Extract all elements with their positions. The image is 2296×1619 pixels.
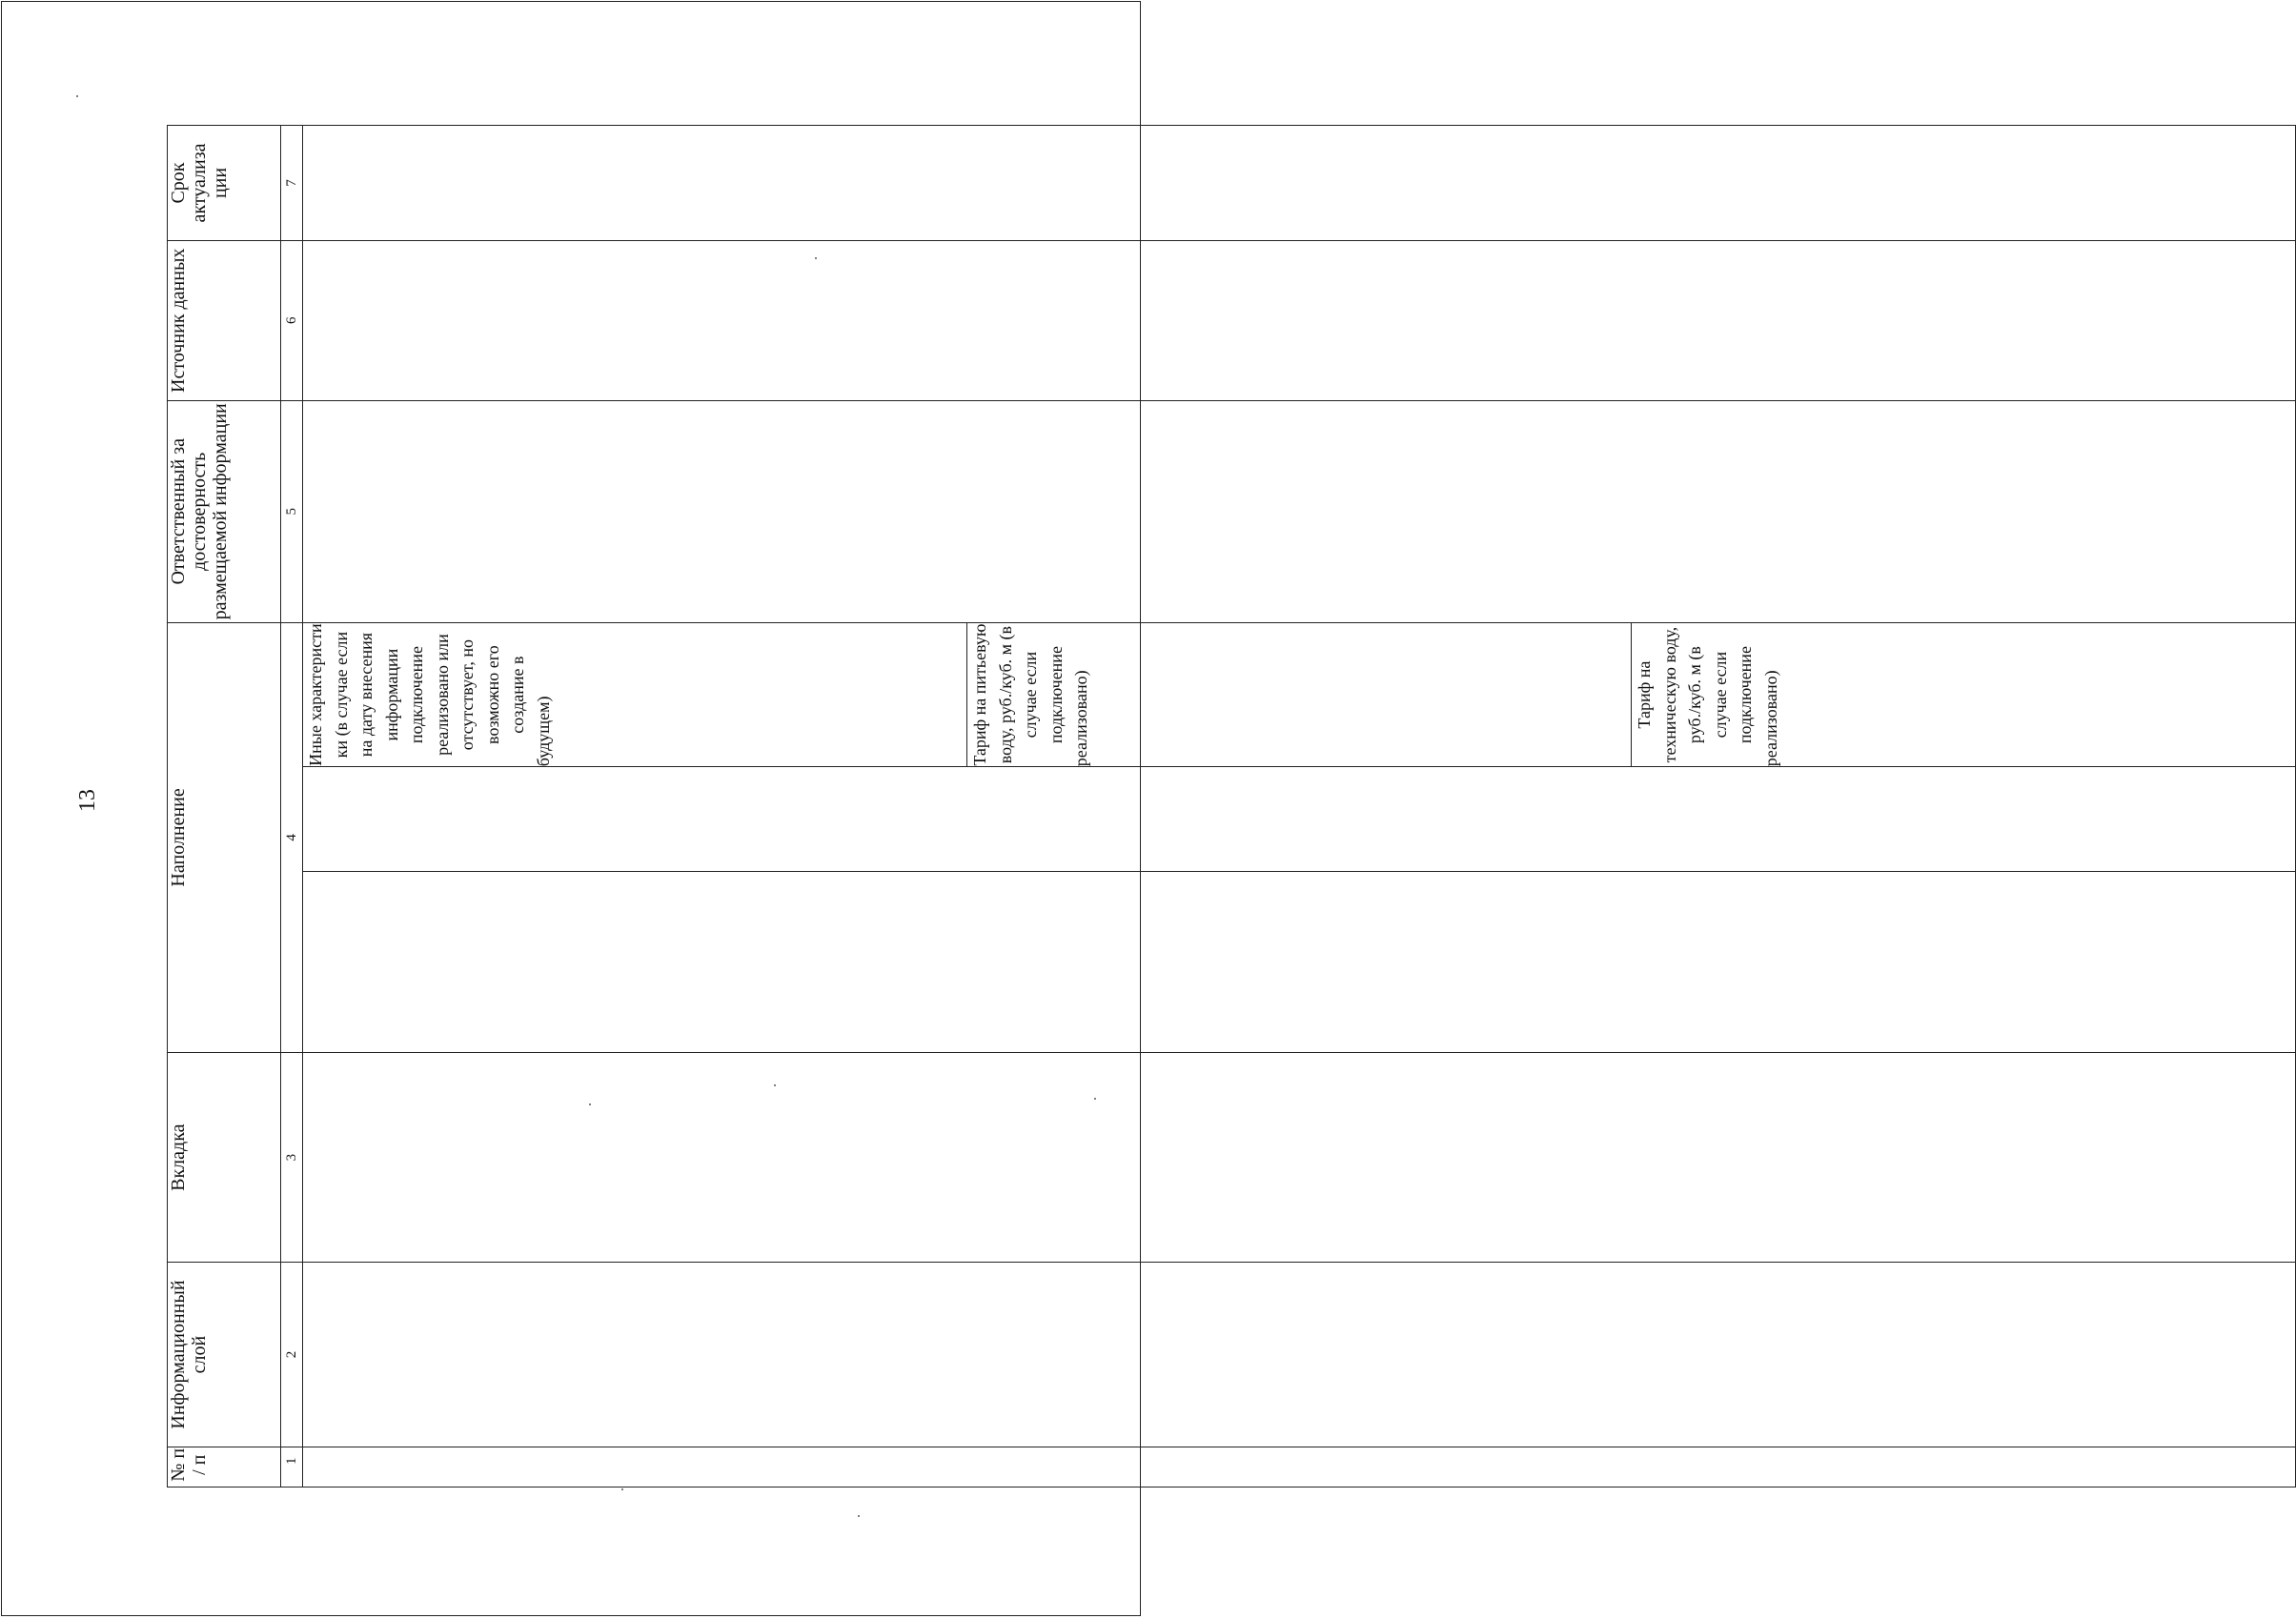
cell-fill <box>303 622 2296 1052</box>
rotated-table-sheet <box>167 125 1780 1487</box>
info-table <box>167 125 2296 1487</box>
header-fill: Наполнение <box>168 622 281 1052</box>
fill-subtable <box>303 623 2295 1052</box>
cell-number <box>303 1447 2296 1487</box>
header-info-layer: Информационный слой <box>168 1263 281 1447</box>
fill-item: Тариф на техническую воду, руб./куб. м (в случае если подключение реализовано) <box>1632 623 2296 767</box>
fill-item: Тариф на питьевую воду, руб./куб. м (в случае если подключение реализовано) <box>967 623 1632 767</box>
column-number-row <box>281 126 303 1487</box>
header-data-source: Источник данных <box>168 240 281 400</box>
column-number: 5 <box>281 400 303 622</box>
cell-data-source <box>303 240 2296 400</box>
cell-responsible <box>303 400 2296 622</box>
scan-speck <box>589 1103 591 1105</box>
scan-speck <box>774 1084 776 1086</box>
header-number: № п / п <box>168 1447 281 1487</box>
column-number: 2 <box>281 1263 303 1447</box>
cell-tab <box>303 1052 2296 1263</box>
fill-item: Иные характеристи ки (в случае если на дату внесения информации подключение реализовано или отсутствует, но возможно его создание в будущем) <box>303 623 967 767</box>
header-responsible: Ответственный за достоверность размещаемой информации <box>168 400 281 622</box>
column-number: 1 <box>281 1447 303 1487</box>
cell-info-layer <box>303 1263 2296 1447</box>
scan-speck <box>858 1515 860 1517</box>
table-row <box>303 126 2296 1487</box>
header-update-period: Срок актуализа ции <box>168 126 281 241</box>
header-tab: Вкладка <box>168 1052 281 1263</box>
fill-empty-left <box>303 872 2295 1052</box>
scan-speck <box>76 95 78 97</box>
scan-speck <box>815 257 817 259</box>
page-number: 13 <box>75 789 100 812</box>
scan-speck <box>621 1488 623 1490</box>
scan-speck <box>1094 1098 1096 1100</box>
column-number: 3 <box>281 1052 303 1263</box>
column-number: 6 <box>281 240 303 400</box>
column-number: 7 <box>281 126 303 241</box>
cell-update-period <box>303 126 2296 241</box>
fill-empty-middle <box>303 767 2295 872</box>
column-number: 4 <box>281 622 303 1052</box>
header-row <box>168 126 281 1487</box>
